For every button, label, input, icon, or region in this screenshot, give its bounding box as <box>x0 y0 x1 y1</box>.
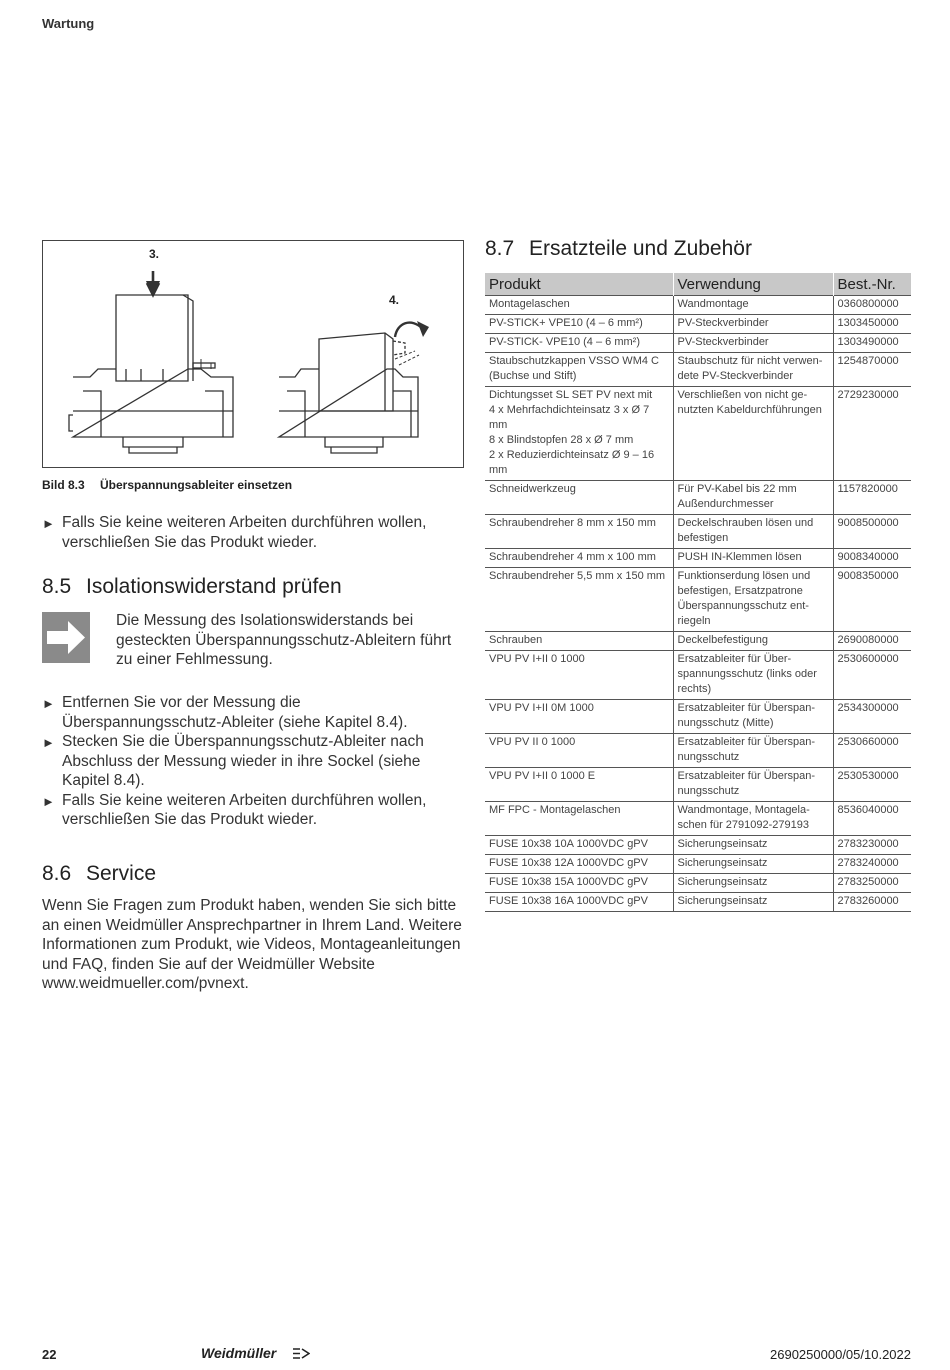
table-row <box>485 315 911 334</box>
cell-usage: Sicherungseinsatz <box>673 893 833 912</box>
table-row <box>485 481 911 515</box>
cell-product: Staubschutzkappen VSSO WM4 C (Buchse und Stift) <box>485 353 673 387</box>
cell-order-number: 1254870000 <box>833 353 911 387</box>
section-title: Service <box>86 862 157 885</box>
table-row <box>485 893 911 912</box>
bullet-triangle-icon: ► <box>42 696 55 711</box>
cell-product: VPU PV I+II 0 1000 <box>485 651 673 700</box>
list-item <box>42 791 462 830</box>
cell-order-number: 1303490000 <box>833 334 911 353</box>
table-row <box>485 700 911 734</box>
cell-product: Montagelaschen <box>485 296 673 315</box>
cell-order-number: 9008340000 <box>833 549 911 568</box>
bullet-triangle-icon: ► <box>42 735 55 750</box>
bullet-triangle-icon: ► <box>42 516 55 531</box>
cell-product: Dichtungsset SL SET PV next mit 4 x Mehrfachdichteinsatz 3 x Ø 7 mm 8 x Blindstopfen 28 x Ø 7 mm 2 x Reduzierdichteinsatz Ø 9 – 16 mm <box>485 387 673 481</box>
cell-order-number: 2783230000 <box>833 836 911 855</box>
cell-product: FUSE 10x38 16A 1000VDC gPV <box>485 893 673 912</box>
table-row <box>485 855 911 874</box>
section-title: Isolationswiderstand prüfen <box>86 575 342 598</box>
bullet-text: Stecken Sie die Überspannungsschutz-Ableiter nach Abschluss der Messung wieder in ihre Sockel (siehe Kapitel 8.4). <box>62 733 424 789</box>
table-row <box>485 651 911 700</box>
cell-usage: Ersatzableiter für Überspan- nungsschutz <box>673 768 833 802</box>
cell-usage: Funktionserdung lösen und befestigen, Ersatzpatrone Überspannungsschutz ent- riegeln <box>673 568 833 632</box>
cell-product: MF FPC - Montagelaschen <box>485 802 673 836</box>
section-number: 8.7 <box>485 237 515 260</box>
list-item <box>42 732 462 791</box>
cell-order-number: 2783240000 <box>833 855 911 874</box>
table-row <box>485 802 911 836</box>
cell-order-number: 1157820000 <box>833 481 911 515</box>
cell-product: Schraubendreher 5,5 mm x 150 mm <box>485 568 673 632</box>
running-title: Wartung <box>42 16 95 31</box>
cell-product: FUSE 10x38 10A 1000VDC gPV <box>485 836 673 855</box>
notice-arrow-icon <box>42 612 90 663</box>
table-row <box>485 568 911 632</box>
table-row <box>485 549 911 568</box>
cell-usage: Deckelschrauben lösen und befestigen <box>673 515 833 549</box>
cell-usage: Sicherungseinsatz <box>673 855 833 874</box>
brand-mark-icon <box>292 1347 310 1365</box>
table-header-row <box>485 273 911 296</box>
section-number: 8.5 <box>42 575 72 598</box>
surge-arrester-illustration <box>43 241 463 467</box>
cell-usage: Für PV-Kabel bis 22 mm Außendurchmesser <box>673 481 833 515</box>
cell-product: Schrauben <box>485 632 673 651</box>
cell-usage: PV-Steckverbinder <box>673 334 833 353</box>
figure-caption <box>42 478 292 492</box>
table-row <box>485 632 911 651</box>
section-heading-8-7 <box>485 237 752 261</box>
cell-product: VPU PV II 0 1000 <box>485 734 673 768</box>
cell-product: FUSE 10x38 12A 1000VDC gPV <box>485 855 673 874</box>
figure-step-4-label: 4. <box>389 293 400 307</box>
cell-usage: Ersatzableiter für Überspan- nungsschutz <box>673 734 833 768</box>
table-row <box>485 768 911 802</box>
cell-order-number: 2530600000 <box>833 651 911 700</box>
figure-caption-text: Überspannungsableiter einsetzen <box>100 478 293 492</box>
table-row <box>485 734 911 768</box>
cell-product: Schraubendreher 8 mm x 150 mm <box>485 515 673 549</box>
cell-product: Schneidwerkzeug <box>485 481 673 515</box>
table-row <box>485 836 911 855</box>
cell-order-number: 2690080000 <box>833 632 911 651</box>
column-header-usage: Verwendung <box>673 273 833 296</box>
table-row <box>485 334 911 353</box>
cell-order-number: 2530530000 <box>833 768 911 802</box>
list-item <box>42 693 462 732</box>
cell-usage: Wandmontage, Montagela- schen für 2791092-279193 <box>673 802 833 836</box>
cell-order-number: 1303450000 <box>833 315 911 334</box>
page-number: 22 <box>42 1347 57 1362</box>
cell-usage: Wandmontage <box>673 296 833 315</box>
cell-usage: Sicherungseinsatz <box>673 874 833 893</box>
bullet-text: Entfernen Sie vor der Messung die Überspannungsschutz-Ableiter (siehe Kapitel 8.4). <box>62 694 408 731</box>
section-number: 8.6 <box>42 862 72 885</box>
section-heading-8-5 <box>42 575 342 599</box>
bullet-text: Falls Sie keine weiteren Arbeiten durchführen wollen, verschließen Sie das Produkt wieder. <box>62 514 427 551</box>
bullet-triangle-icon: ► <box>42 793 55 809</box>
bullet-list-8-5 <box>42 693 462 830</box>
cell-product: PV-STICK+ VPE10 (4 – 6 mm²) <box>485 315 673 334</box>
cell-order-number: 2783260000 <box>833 893 911 912</box>
cell-usage: Ersatzableiter für Überspan- nungsschutz (Mitte) <box>673 700 833 734</box>
cell-order-number: 0360800000 <box>833 296 911 315</box>
table-row <box>485 874 911 893</box>
service-text: Wenn Sie Fragen zum Produkt haben, wenden Sie sich bitte an einen Weidmüller Ansprechpartner in Ihrem Land. Weitere Informationen zum Produkt, wie Videos, Montageanleitungen und FAQ, finden Sie auf der Weidmüller Website www.weidmueller.com/pvnext. <box>42 897 462 992</box>
cell-order-number: 8536040000 <box>833 802 911 836</box>
spare-parts-table <box>485 273 911 912</box>
column-header-order-number: Best.-Nr. <box>833 273 911 296</box>
cell-order-number: 9008350000 <box>833 568 911 632</box>
cell-product: VPU PV I+II 0 1000 E <box>485 768 673 802</box>
column-header-product: Produkt <box>485 273 673 296</box>
cell-order-number: 2534300000 <box>833 700 911 734</box>
cell-usage: Deckelbefestigung <box>673 632 833 651</box>
table-row <box>485 387 911 481</box>
cell-order-number: 9008500000 <box>833 515 911 549</box>
cell-usage: PUSH IN-Klemmen lösen <box>673 549 833 568</box>
cell-usage: Sicherungseinsatz <box>673 836 833 855</box>
notice-text: Die Messung des Isolationswiderstands bei gesteckten Überspannungsschutz-Ableitern führt zu einer Fehlmessung. <box>116 612 452 668</box>
cell-usage: Staubschutz für nicht verwen- dete PV-Steckverbinder <box>673 353 833 387</box>
table-row <box>485 515 911 549</box>
document-id: 2690250000/05/10.2022 <box>770 1347 911 1362</box>
brand-logo: Weidmüller <box>201 1345 277 1361</box>
table-row <box>485 353 911 387</box>
cell-product: Schraubendreher 4 mm x 100 mm <box>485 549 673 568</box>
bullet-text: Falls Sie keine weiteren Arbeiten durchführen wollen, verschließen Sie das Produkt wieder. <box>62 791 427 828</box>
table-body <box>485 296 911 912</box>
cell-product: VPU PV I+II 0M 1000 <box>485 700 673 734</box>
figure-step-3-label: 3. <box>149 247 160 261</box>
figure-caption-number: Bild 8.3 <box>42 478 85 492</box>
cell-usage: PV-Steckverbinder <box>673 315 833 334</box>
cell-order-number: 2530660000 <box>833 734 911 768</box>
figure-surge-arrester <box>42 240 464 468</box>
cell-usage: Ersatzableiter für Über- spannungsschutz (links oder rechts) <box>673 651 833 700</box>
section-heading-8-6 <box>42 862 156 886</box>
cell-product: FUSE 10x38 15A 1000VDC gPV <box>485 874 673 893</box>
cell-order-number: 2729230000 <box>833 387 911 481</box>
table-row <box>485 296 911 315</box>
cell-product: PV-STICK- VPE10 (4 – 6 mm²) <box>485 334 673 353</box>
section-title: Ersatzteile und Zubehör <box>529 237 752 260</box>
cell-order-number: 2783250000 <box>833 874 911 893</box>
bullet-close-product <box>42 513 480 552</box>
cell-usage: Verschließen von nicht ge- nutzten Kabeldurchführungen <box>673 387 833 481</box>
